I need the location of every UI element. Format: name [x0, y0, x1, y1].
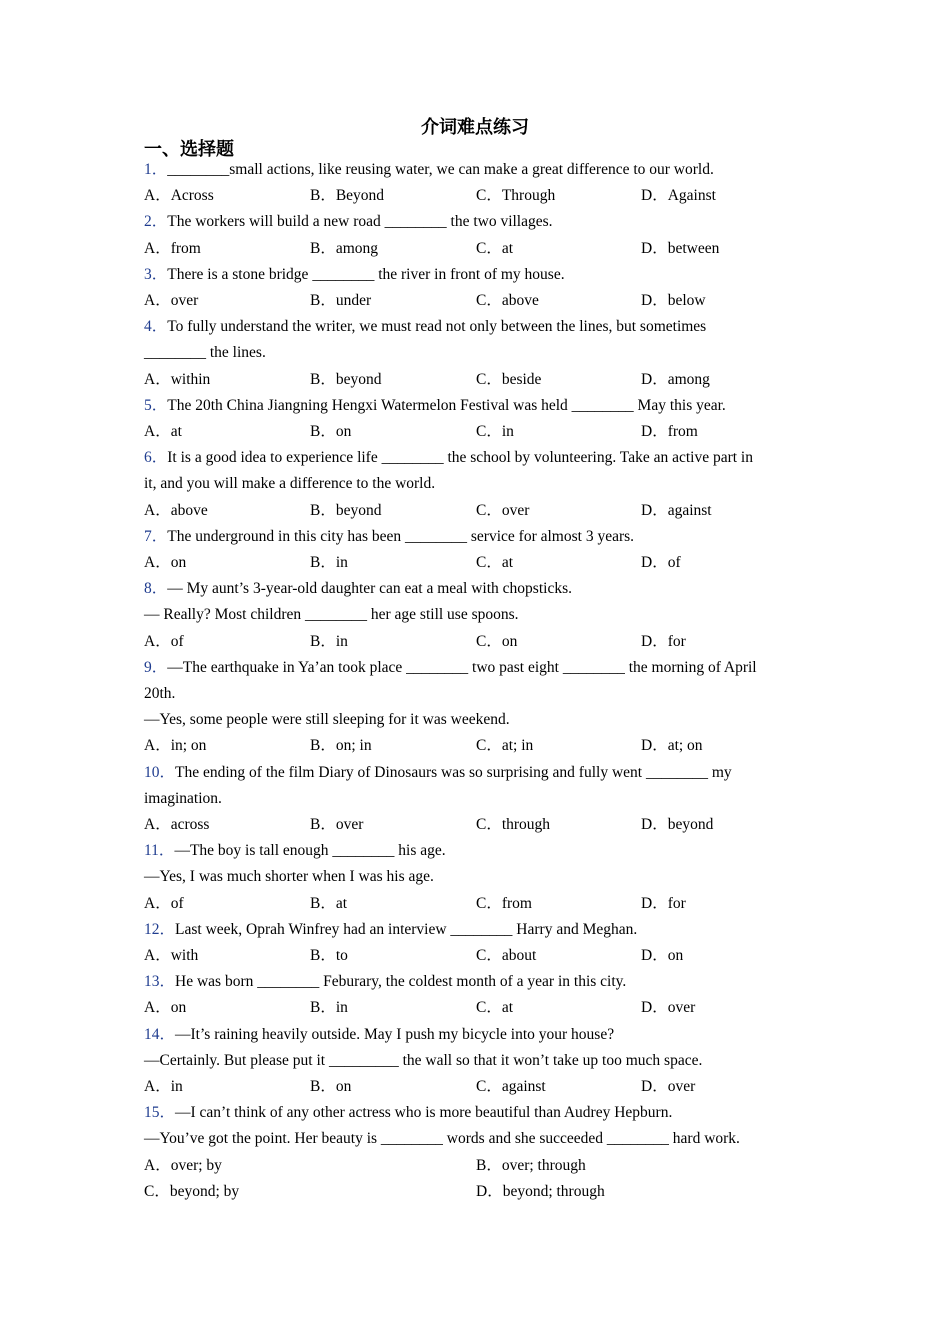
question-number: 1．	[144, 161, 168, 178]
answer-option: B．over; through	[476, 1156, 586, 1174]
question-number: 13．	[144, 973, 176, 991]
question-number: 9．	[144, 658, 168, 676]
question-number: 5．	[144, 396, 168, 414]
question-text-line	[144, 1051, 814, 1071]
answer-option: D．among	[641, 370, 710, 388]
answer-option: D．against	[641, 501, 712, 519]
section-heading: 一、选择题	[144, 139, 234, 159]
answer-option: D．on	[641, 947, 684, 964]
answer-option: B．among	[310, 239, 379, 257]
answer-option: D．at; on	[641, 737, 703, 755]
answer-option: D．from	[641, 423, 698, 440]
answer-option: C．at; in	[476, 737, 534, 755]
question-number: 10．	[144, 763, 176, 781]
question-number: 6．	[144, 449, 168, 467]
answer-option: D．for	[641, 632, 686, 650]
question-text-line	[144, 160, 814, 180]
answer-option: B．in	[310, 554, 348, 571]
answer-option: C．beyond; by	[144, 1182, 240, 1200]
answer-option: B．in	[310, 999, 348, 1017]
answer-option: A．of	[144, 894, 184, 912]
question-text-line	[144, 1129, 814, 1149]
answer-option: C．in	[476, 423, 514, 440]
question-text: — Really? Most children ________ her age still use spoons.	[144, 606, 519, 624]
answer-option: A．on	[144, 999, 187, 1017]
answer-option: C．against	[476, 1078, 546, 1095]
answer-option: C．at	[476, 239, 514, 257]
question-text: ________small actions, like reusing water, we can make a great difference to our world.	[167, 161, 714, 178]
answer-option: D．over	[641, 999, 696, 1017]
question-number: 11．	[144, 842, 175, 860]
answer-option: A．above	[144, 501, 208, 519]
answer-option: B．on; in	[310, 737, 372, 755]
answer-option: A．across	[144, 816, 210, 833]
answer-option: B．over	[310, 816, 364, 833]
answer-option: B．on	[310, 423, 352, 440]
question-number: 2．	[144, 213, 168, 231]
answer-option: D．over	[641, 1078, 696, 1095]
answer-option: A．Across	[144, 187, 214, 205]
question-text: —You’ve got the point. Her beauty is ________ words and she succeeded ________ hard work.	[144, 1130, 740, 1148]
question-text-line	[144, 265, 814, 285]
question-text: The ending of the film Diary of Dinosaurs was so surprising and fully went ________ my	[175, 763, 732, 781]
question-text-line	[144, 763, 814, 783]
answer-option: B．under	[310, 292, 372, 309]
answer-option: D．between	[641, 239, 720, 257]
question-text-line	[144, 396, 814, 416]
answer-option: C．above	[476, 292, 539, 309]
question-text-line	[144, 1103, 814, 1123]
question-text-line	[144, 343, 814, 363]
answer-option: B．beyond	[310, 370, 382, 388]
answer-option: A．within	[144, 370, 211, 388]
answer-option: A．in	[144, 1078, 183, 1095]
question-text-line	[144, 684, 814, 704]
answer-option: C．through	[476, 816, 551, 833]
answer-option: D．beyond; through	[476, 1182, 605, 1200]
question-text: Last week, Oprah Winfrey had an interview ________ Harry and Meghan.	[175, 920, 638, 938]
question-number: 7．	[144, 527, 168, 545]
question-text-line	[144, 972, 814, 992]
answer-option: D．beyond	[641, 816, 714, 833]
answer-option: A．with	[144, 947, 199, 964]
question-text-line	[144, 212, 814, 232]
question-text: imagination.	[144, 789, 222, 807]
question-text: It is a good idea to experience life ________ the school by volunteering. Take an active part in	[167, 449, 753, 467]
answer-option: C．at	[476, 999, 514, 1017]
question-number: 4．	[144, 318, 168, 336]
answer-option: C．at	[476, 554, 514, 571]
answer-option: C．from	[476, 894, 532, 912]
answer-option: B．on	[310, 1078, 352, 1095]
question-text: The workers will build a new road ________ the two villages.	[167, 213, 553, 231]
answer-option: D．below	[641, 292, 706, 309]
question-text: —Yes, I was much shorter when I was his age.	[144, 868, 434, 886]
question-text-line	[144, 841, 814, 861]
question-text-line	[144, 448, 814, 468]
answer-option: A．at	[144, 423, 182, 440]
answer-option: D．Against	[641, 187, 716, 205]
question-number: 12．	[144, 920, 176, 938]
answer-option: C．beside	[476, 370, 542, 388]
answer-option: C．on	[476, 632, 518, 650]
question-text: —Certainly. But please put it _________ the wall so that it won’t take up too much space.	[144, 1051, 703, 1069]
question-text-line	[144, 317, 814, 337]
question-text-line	[144, 658, 814, 678]
answer-option: D．of	[641, 554, 681, 571]
question-text-line	[144, 920, 814, 940]
page-title: 介词难点练习	[421, 117, 529, 137]
answer-option: C．over	[476, 501, 530, 519]
question-text: ________ the lines.	[144, 344, 266, 362]
question-text: —Yes, some people were still sleeping for it was weekend.	[144, 711, 510, 729]
answer-option: C．Through	[476, 187, 556, 205]
question-number: 8．	[144, 580, 168, 598]
question-text-line	[144, 867, 814, 887]
question-text-line	[144, 789, 814, 809]
answer-option: A．of	[144, 632, 184, 650]
answer-option: A．from	[144, 239, 201, 257]
question-number: 14．	[144, 1025, 176, 1043]
answer-option: B．to	[310, 947, 348, 964]
question-text: The 20th China Jiangning Hengxi Watermelon Festival was held ________ May this year.	[167, 396, 726, 414]
answer-option: A．over	[144, 292, 199, 309]
question-text: —It’s raining heavily outside. May I push my bicycle into your house?	[175, 1025, 615, 1043]
answer-option: A．over; by	[144, 1156, 222, 1174]
answer-option: C．about	[476, 947, 537, 964]
question-text: The underground in this city has been ________ service for almost 3 years.	[167, 527, 635, 545]
question-text-line	[144, 1025, 814, 1045]
question-text-line	[144, 527, 814, 547]
answer-option: D．for	[641, 894, 686, 912]
question-text-line	[144, 605, 814, 625]
answer-option: B．in	[310, 632, 348, 650]
question-text: —I can’t think of any other actress who is more beautiful than Audrey Hepburn.	[175, 1104, 673, 1122]
question-text: —The boy is tall enough ________ his age.	[174, 842, 446, 860]
question-text: There is a stone bridge ________ the river in front of my house.	[167, 265, 565, 283]
question-text-line	[144, 579, 814, 599]
question-text-line	[144, 710, 814, 730]
answer-option: A．in; on	[144, 737, 207, 755]
question-text: — My aunt’s 3-year-old daughter can eat a meal with chopsticks.	[167, 580, 572, 598]
question-text: it, and you will make a difference to the world.	[144, 475, 436, 493]
answer-option: B．Beyond	[310, 187, 385, 205]
answer-option: B．beyond	[310, 501, 382, 519]
question-text: He was born ________ Feburary, the coldest month of a year in this city.	[175, 973, 627, 991]
question-text-line	[144, 474, 814, 494]
question-number: 3．	[144, 265, 168, 283]
question-text: —The earthquake in Ya’an took place ________ two past eight ________ the morning of April	[167, 658, 757, 676]
answer-option: A．on	[144, 554, 187, 571]
answer-option: B．at	[310, 894, 348, 912]
question-text: To fully understand the writer, we must read not only between the lines, but sometimes	[167, 318, 707, 336]
question-number: 15．	[144, 1104, 176, 1122]
question-text: 20th.	[144, 685, 176, 702]
